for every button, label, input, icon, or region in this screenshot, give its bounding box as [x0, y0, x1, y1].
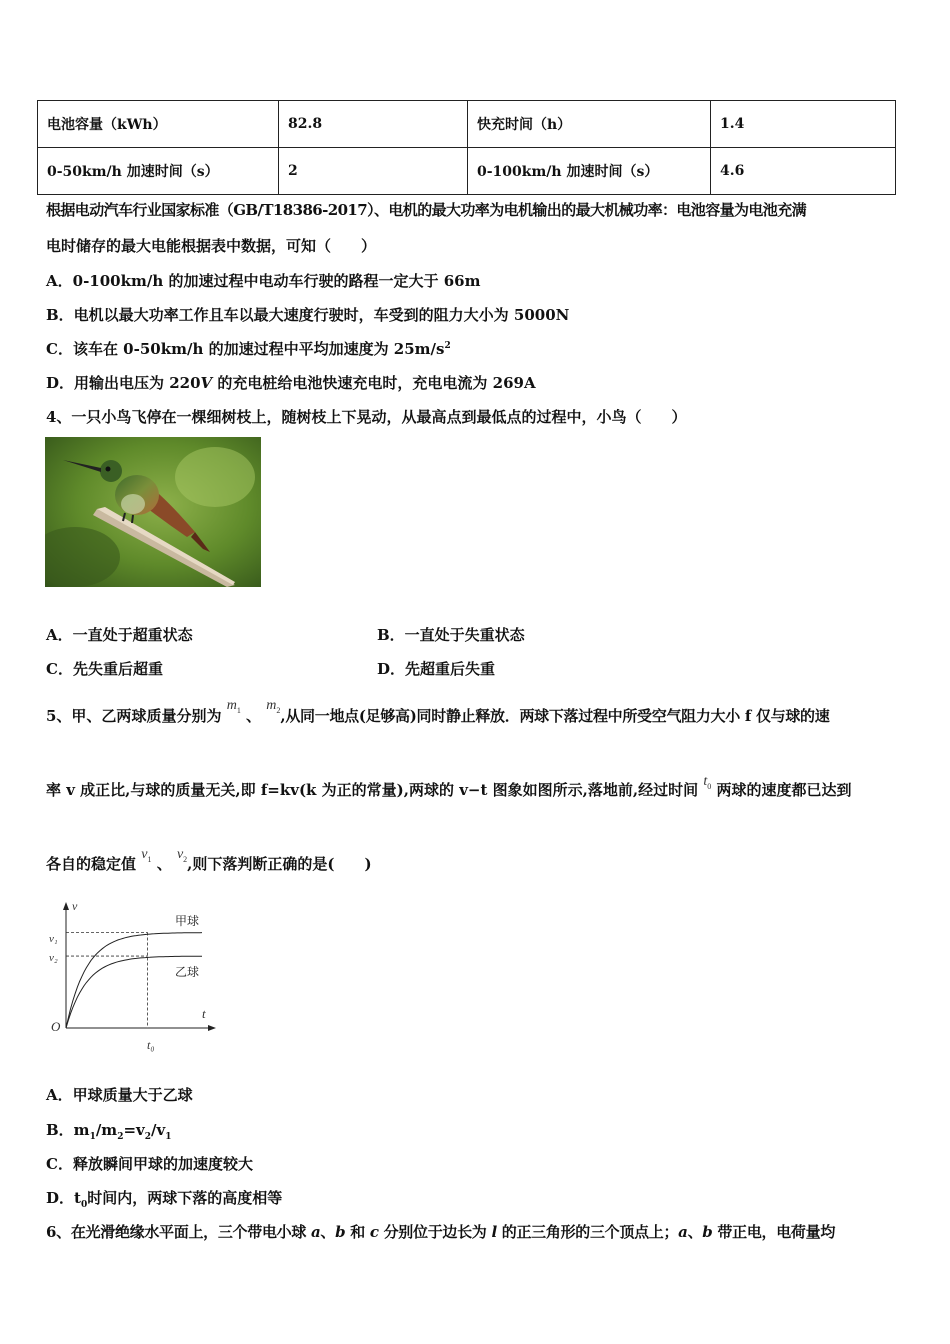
var-a: a — [310, 1223, 321, 1241]
y-axis-arrow — [63, 902, 69, 910]
table-cell: 1.4 — [711, 101, 896, 148]
table-cell: 电池容量（kWh） — [38, 101, 279, 148]
option-text: 时间内，两球下落的高度相等 — [87, 1189, 283, 1207]
q3-stem-line1: 根据电动汽车行业国家标准（GB/T18386-2017）、电机的最大功率为电机输出的最大机械功率：电池容量为电池充满 — [46, 201, 806, 219]
q6-text: 的正三角形的三个顶点上； — [496, 1223, 679, 1241]
var-m: m — [266, 698, 277, 713]
option-text: =v — [123, 1121, 145, 1139]
sub-2: 2 — [183, 854, 188, 864]
spec-table — [37, 100, 896, 195]
series-label-jia: 甲球 — [175, 914, 200, 928]
superscript: 2 — [444, 341, 451, 351]
table-cell: 0-100km/h 加速时间（s） — [468, 148, 711, 195]
origin-label: O — [51, 1019, 61, 1034]
table-row — [38, 101, 896, 148]
subscript: 2 — [144, 1132, 152, 1142]
sub-2: 2 — [276, 705, 281, 715]
q6-text: 带正电，电荷量均 — [712, 1223, 836, 1241]
q5-text: 两球的速度都已达到 — [716, 781, 852, 799]
x-axis-arrow — [208, 1025, 216, 1031]
q6-stem — [46, 1221, 835, 1242]
q5-line1 — [46, 698, 830, 727]
q5-sep: 、 — [246, 707, 262, 725]
q3-stem-line2: 电时储存的最大电能根据表中数据，可知（ ） — [46, 237, 377, 255]
math-v1 — [141, 847, 151, 862]
table-cell: 4.6 — [711, 148, 896, 195]
option-text: B．m — [46, 1121, 90, 1139]
tick-label-v1: v₁ — [49, 933, 58, 945]
series-label-yi: 乙球 — [175, 965, 200, 979]
var-b: b — [335, 1223, 346, 1241]
series-line-jia — [66, 933, 202, 1028]
table-cell: 0-50km/h 加速时间（s） — [38, 148, 279, 195]
q3-option-a: A．0-100km/h 的加速过程中电动车行驶的路程一定大于 66m — [46, 272, 481, 290]
var-c: c — [369, 1223, 379, 1241]
table-row — [38, 148, 896, 195]
option-text: C．该车在 0-50km/h 的加速过程中平均加速度为 25m/s — [46, 340, 445, 358]
q5-text: 5、甲、乙两球质量分别为 — [46, 707, 222, 725]
math-v2 — [177, 847, 187, 862]
sub-1: 1 — [236, 705, 241, 715]
tick-label-v2: v₂ — [49, 952, 58, 964]
option-text: D．用输出电压为 220 — [46, 374, 201, 392]
var-b: b — [702, 1223, 713, 1241]
q6-text: 分别位于边长为 — [378, 1223, 492, 1241]
q5-option-c: C．释放瞬间甲球的加速度较大 — [46, 1155, 253, 1173]
option-text: /v — [151, 1121, 166, 1139]
q4-stem: 4、一只小鸟飞停在一棵细树枝上，随树枝上下晃动，从最高点到最低点的过程中，小鸟（ ） — [46, 408, 687, 426]
italic-unit: V — [200, 374, 213, 392]
q6-text: 、 — [320, 1223, 336, 1241]
hummingbird-photo — [45, 437, 261, 587]
tick-label-t0: t₀ — [147, 1038, 155, 1052]
q6-text: 6、在光滑绝缘水平面上，三个带电小球 — [46, 1223, 311, 1241]
table-cell: 快充时间（h） — [468, 101, 711, 148]
math-t0 — [703, 774, 711, 789]
q5-option-d — [46, 1187, 282, 1210]
math-m1 — [227, 698, 241, 713]
y-axis-label: v — [72, 899, 78, 913]
q5-line3 — [46, 847, 372, 875]
x-axis-label: t — [202, 1006, 206, 1021]
q4-option-d: D．先超重后失重 — [377, 660, 496, 678]
q4-option-a: A．一直处于超重状态 — [46, 626, 193, 644]
q5-sep: 、 — [156, 855, 172, 873]
subscript: 2 — [117, 1132, 124, 1142]
subscript: 1 — [89, 1132, 96, 1142]
q5-text: 率 v 成正比,与球的质量无关,即 f=kv(k 为正的常量),两球的 v−t 图象如图所示,落地前,经过时间 — [46, 781, 699, 799]
var-a: a — [678, 1223, 688, 1241]
var-t: t — [703, 774, 708, 789]
q4-option-c: C．先失重后超重 — [46, 660, 163, 678]
q6-text: 和 — [345, 1223, 370, 1241]
option-text: /m — [95, 1121, 118, 1139]
sub-1: 1 — [147, 854, 152, 864]
var-m: m — [226, 698, 237, 713]
option-text: D．t — [46, 1189, 81, 1207]
var-v: v — [176, 847, 184, 862]
var-l: l — [491, 1223, 497, 1241]
subscript: 1 — [165, 1132, 172, 1142]
vt-chart — [44, 898, 224, 1056]
q3-option-d — [46, 372, 536, 393]
table-cell: 2 — [279, 148, 468, 195]
table-cell: 82.8 — [279, 101, 468, 148]
q5-line2 — [46, 774, 852, 801]
option-text: 的充电桩给电池快速充电时，充电电流为 269A — [212, 374, 536, 392]
sub-0: 0 — [707, 781, 712, 791]
q5-text: ,则下落判断正确的是( ) — [187, 855, 372, 873]
math-m2 — [266, 698, 280, 713]
q5-option-b — [46, 1119, 171, 1142]
var-v: v — [141, 847, 148, 862]
q3-option-b: B．电机以最大功率工作且车以最大速度行驶时，车受到的阻力大小为 5000N — [46, 306, 570, 324]
q4-option-b: B．一直处于失重状态 — [377, 626, 525, 644]
q5-text: ,从同一地点(足够高)同时静止释放．两球下落过程中所受空气阻力大小 f 仅与球的速 — [280, 707, 830, 725]
q5-option-a: A．甲球质量大于乙球 — [46, 1086, 193, 1104]
q6-text: 、 — [687, 1223, 703, 1241]
subscript: 0 — [80, 1200, 88, 1210]
q5-text: 各自的稳定值 — [46, 855, 137, 873]
q3-option-c — [46, 338, 451, 359]
